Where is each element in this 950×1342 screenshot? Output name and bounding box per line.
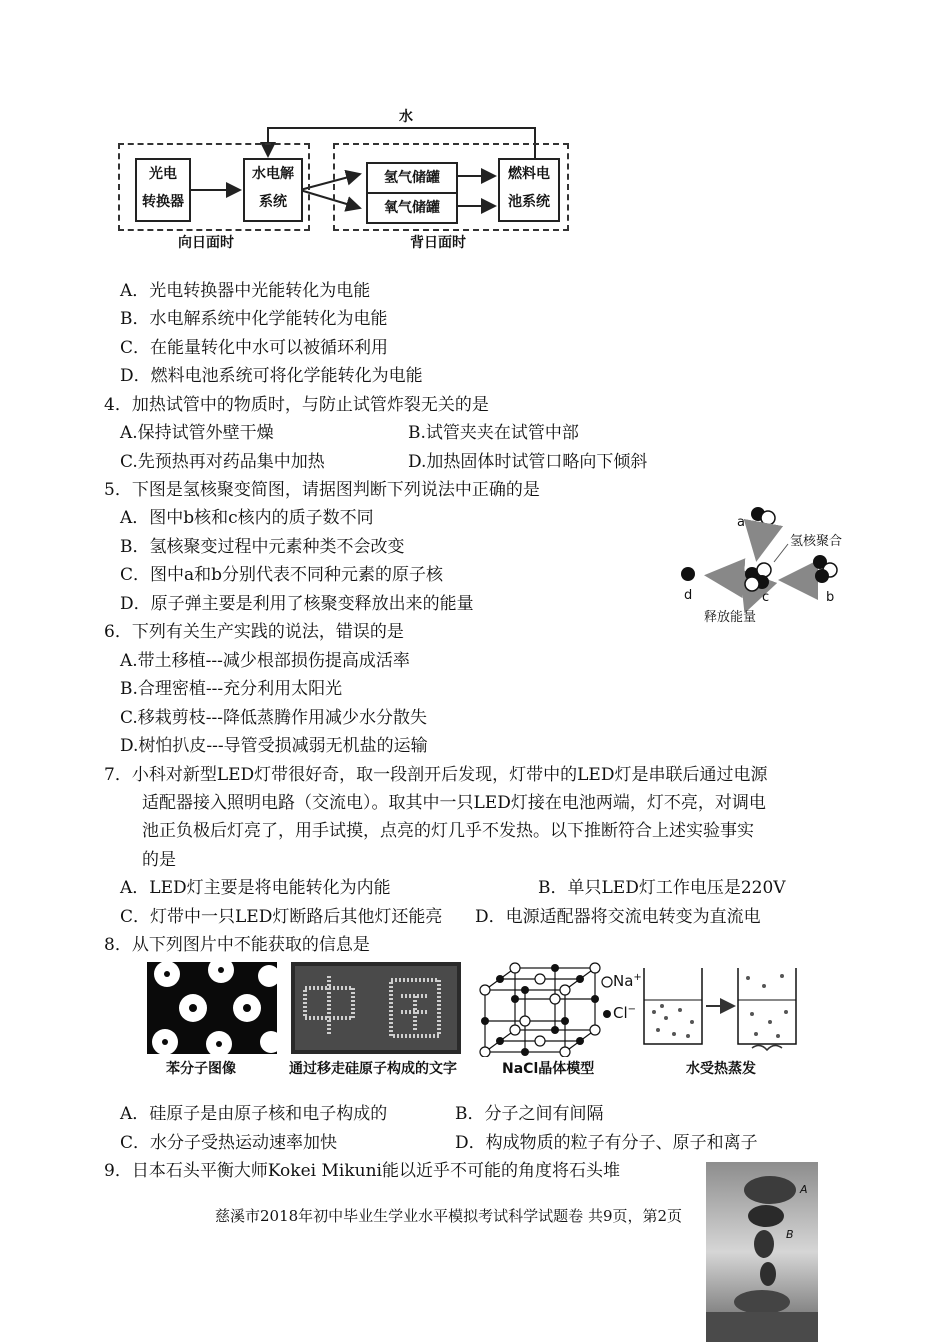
tanks-box <box>366 162 458 224</box>
stone-label-a: A <box>800 1183 808 1196</box>
q8-option-d: D．构成物质的粒子有分子、原子和离子 <box>455 1133 758 1153</box>
q5-option-d: D．原子弹主要是利用了核聚变释放出来的能量 <box>120 594 474 614</box>
fusion-label-d: d <box>684 588 693 603</box>
q4-option-b: B.试管夹夹在试管中部 <box>408 423 579 443</box>
dark-group-label: 背日面时 <box>410 235 466 251</box>
fusion-label-c: c <box>762 590 770 605</box>
q6-stem: 6．下列有关生产实践的说法，错误的是 <box>104 622 404 642</box>
q8-option-b: B．分子之间有间隔 <box>455 1104 604 1124</box>
q5-option-b: B．氢核聚变过程中元素种类不会改变 <box>120 537 405 557</box>
q3-option-b: B．水电解系统中化学能转化为电能 <box>120 309 388 329</box>
q7-option-c: C．灯带中一只LED灯断路后其他灯还能亮 <box>120 907 443 927</box>
na-text: Na <box>613 972 634 990</box>
fusion-label-a: a <box>737 515 745 530</box>
cl-ion-label: Cl− <box>613 1004 637 1022</box>
q8-caption-silicon: 通过移走硅原子构成的文字 <box>289 1061 457 1077</box>
q6-option-d: D.树怕扒皮---导管受损减弱无机盐的运输 <box>120 736 428 756</box>
q3-option-d: D．燃料电池系统可将化学能转化为电能 <box>120 366 423 386</box>
q7-option-d: D．电源适配器将交流电转变为直流电 <box>475 907 761 927</box>
box5-line2: 池系统 <box>508 194 550 210</box>
q4-option-c: C.先预热再对药品集中加热 <box>120 452 325 472</box>
q8-caption-nacl: NaCl晶体模型 <box>502 1061 595 1077</box>
fuel-cell-box <box>498 158 560 222</box>
q7-line-3: 池正负极后灯亮了，用手试摸，点亮的灯几乎不发热。以下推断符合上述实验事实 <box>142 821 754 841</box>
q3-option-c: C．在能量转化中水可以被循环利用 <box>120 338 389 358</box>
box1-line2: 转换器 <box>142 194 184 210</box>
q4-option-a: A.保持试管外壁干燥 <box>120 423 274 443</box>
q6-option-a: A.带土移植---减少根部损伤提高成活率 <box>120 651 410 671</box>
stone-label-b: B <box>786 1228 794 1241</box>
fusion-label-fusion: 氢核聚合 <box>790 534 843 549</box>
na-ion-label: Na+ <box>613 972 642 990</box>
water-evaporation-image <box>640 962 810 1054</box>
oxygen-tank-label: 氧气储罐 <box>384 200 440 216</box>
q5-option-a: A．图中b核和c核内的质子数不同 <box>120 508 374 528</box>
diagram-water-label: 水 <box>399 109 413 125</box>
hydrogen-tank-label: 氢气储罐 <box>368 164 456 194</box>
box2-line2: 系统 <box>259 194 287 210</box>
silicon-atom-text-image <box>291 962 461 1054</box>
q7-line-4: 的是 <box>142 850 176 870</box>
sunlit-group-label: 向日面时 <box>178 235 234 251</box>
box1-line1: 光电 <box>149 166 177 182</box>
box2-line1: 水电解 <box>252 166 294 182</box>
q7-option-a: A．LED灯主要是将电能转化为内能 <box>120 878 391 898</box>
q3-option-a: A．光电转换器中光能转化为电能 <box>120 281 371 301</box>
fusion-label-b: b <box>826 590 835 605</box>
q7-line-2: 适配器接入照明电路（交流电）。取其中一只LED灯接在电池两端，灯不亮，对调电 <box>142 793 766 813</box>
benzene-image <box>147 962 277 1054</box>
q8-caption-water: 水受热蒸发 <box>686 1061 756 1077</box>
cl-text: Cl <box>613 1004 628 1022</box>
q7-line-1: 7．小科对新型LED灯带很好奇，取一段剖开后发现，灯带中的LED灯是串联后通过电源 <box>104 765 768 785</box>
q8-caption-benzene: 苯分子图像 <box>166 1061 236 1077</box>
box5-line1: 燃料电 <box>508 166 550 182</box>
q6-option-b: B.合理密植---充分利用太阳光 <box>120 679 343 699</box>
fusion-figure-svg <box>670 500 855 625</box>
q7-option-b: B．单只LED灯工作电压是220V <box>538 878 786 898</box>
q5-stem: 5．下图是氢核聚变简图，请据图判断下列说法中正确的是 <box>104 480 540 500</box>
photoelectric-converter-box <box>135 158 191 222</box>
q8-option-a: A．硅原子是由原子核和电子构成的 <box>120 1104 388 1124</box>
page-footer: 慈溪市2018年初中毕业生学业水平模拟考试科学试题卷 共9页，第2页 <box>215 1207 683 1225</box>
q5-option-c: C．图中a和b分别代表不同种元素的原子核 <box>120 565 444 585</box>
fusion-label-release: 释放能量 <box>704 610 757 625</box>
electrolysis-box <box>243 158 303 222</box>
q8-option-c: C．水分子受热运动速率加快 <box>120 1133 338 1153</box>
nacl-crystal-model <box>475 962 635 1057</box>
q9-stem: 9．日本石头平衡大师Kokei Mikuni能以近乎不可能的角度将石头堆 <box>104 1161 620 1181</box>
q6-option-c: C.移栽剪枝---降低蒸腾作用减少水分散失 <box>120 708 428 728</box>
q4-option-d: D.加热固体时试管口略向下倾斜 <box>408 452 648 472</box>
q8-stem: 8．从下列图片中不能获取的信息是 <box>104 935 370 955</box>
q4-stem: 4．加热试管中的物质时，与防止试管炸裂无关的是 <box>104 395 489 415</box>
